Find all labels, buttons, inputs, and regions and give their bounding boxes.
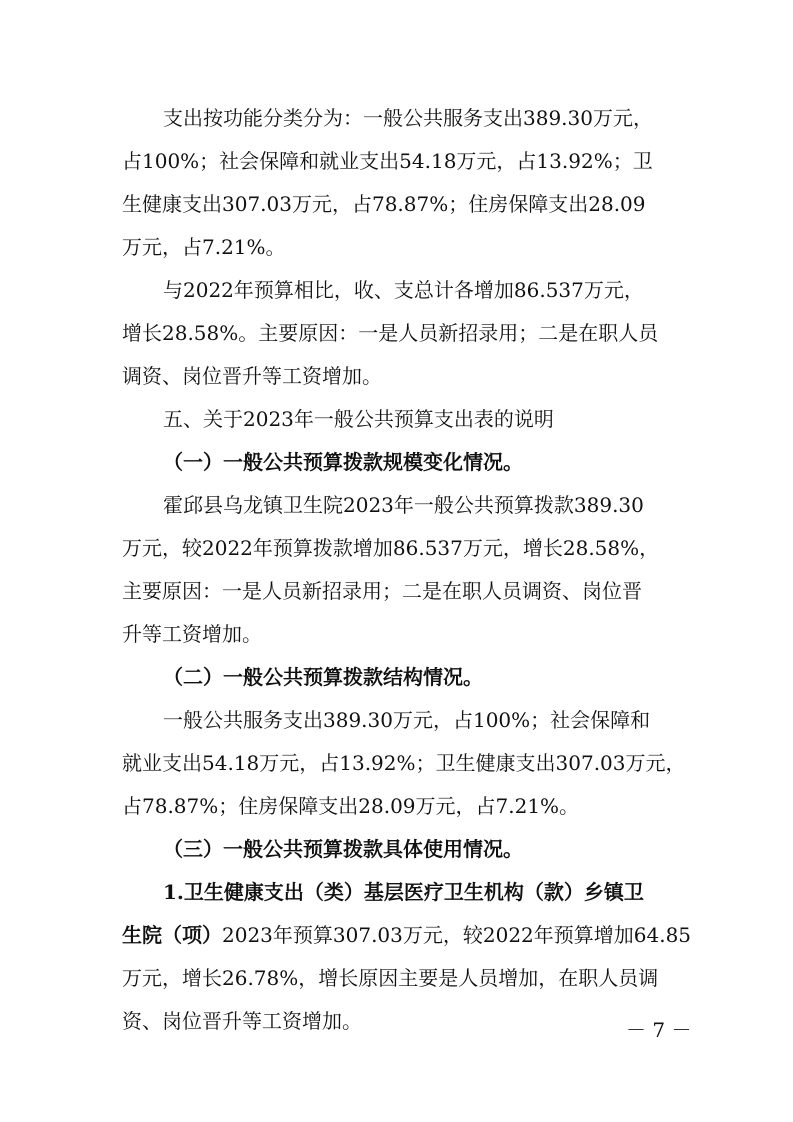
- subsection-heading: （二）一般公共预算拨款结构情况。: [163, 665, 483, 689]
- subsection-heading: （三）一般公共预算拨款具体使用情况。: [163, 837, 523, 861]
- paragraph-line: 霍邱县乌龙镇卫生院2023年一般公共预算拨款389.30: [163, 493, 644, 517]
- paragraph-line: 生健康支出307.03万元，占78.87%；住房保障支出28.09: [122, 192, 646, 216]
- paragraph-text: 2023年预算307.03万元，较2022年预算增加64.85: [222, 923, 692, 947]
- subsection-heading: （一）一般公共预算拨款规模变化情况。: [163, 450, 523, 474]
- paragraph-line: 占100%；社会保障和就业支出54.18万元，占13.92%；卫: [122, 149, 653, 173]
- section-heading: 五、关于2023年一般公共预算支出表的说明: [163, 407, 554, 431]
- paragraph-line: 调资、岗位晋升等工资增加。: [122, 364, 382, 388]
- paragraph-line: 升等工资增加。: [122, 622, 262, 646]
- paragraph-line: 增长28.58%。主要原因：一是人员新招录用；二是在职人员: [122, 321, 659, 345]
- paragraph-line: 与2022年预算相比，收、支总计各增加86.537万元，: [163, 278, 644, 302]
- paragraph-line: 万元，占7.21%。: [122, 235, 286, 259]
- paragraph-line: 就业支出54.18万元，占13.92%；卫生健康支出307.03万元，: [122, 751, 686, 775]
- paragraph-line: 占78.87%；住房保障支出28.09万元，占7.21%。: [122, 794, 580, 818]
- paragraph-line: 万元，增长26.78%，增长原因主要是人员增加，在职人员调: [122, 966, 659, 990]
- paragraph-line: [122, 920, 691, 950]
- paragraph-line: 支出按功能分类分为：一般公共服务支出389.30万元，: [163, 106, 653, 130]
- item-heading-cont: 生院（项）: [122, 923, 222, 947]
- item-heading: 1.卫生健康支出（类）基层医疗卫生机构（款）乡镇卫: [163, 880, 644, 904]
- page-number: － 7 －: [626, 1018, 692, 1042]
- paragraph-line: 一般公共服务支出389.30万元，占100%；社会保障和: [163, 708, 651, 732]
- paragraph-line: 万元，较2022年预算拨款增加86.537万元，增长28.58%，: [122, 536, 660, 560]
- paragraph-line: 主要原因：一是人员新招录用；二是在职人员调资、岗位晋: [122, 579, 642, 603]
- paragraph-line: 资、岗位晋升等工资增加。: [122, 1009, 362, 1033]
